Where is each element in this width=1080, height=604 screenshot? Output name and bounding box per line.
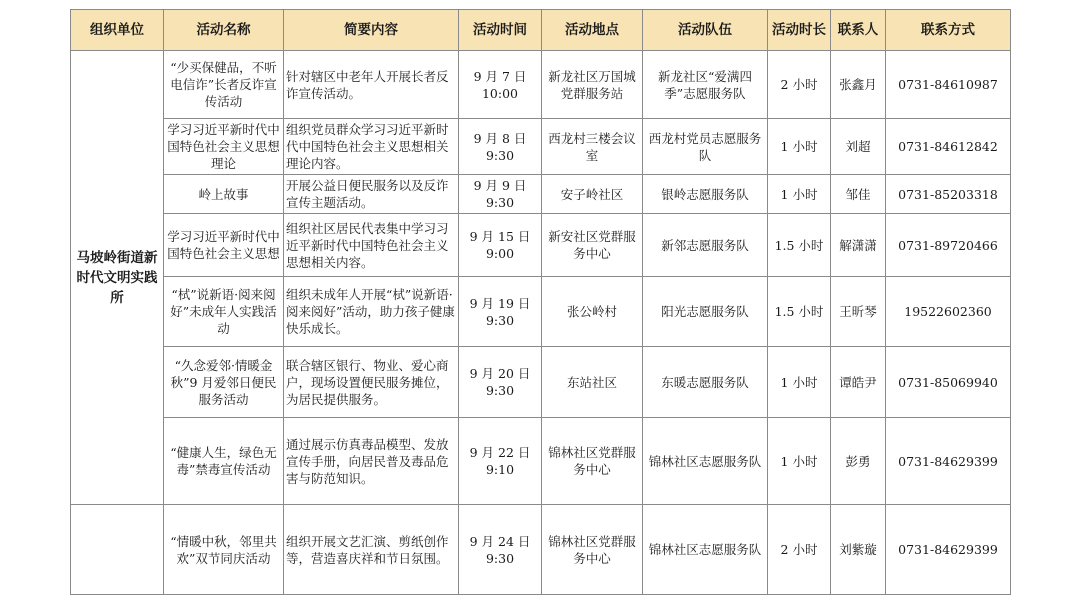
activity-clock: 9:30 xyxy=(485,383,515,398)
activity-duration: 1 小时 xyxy=(768,347,831,418)
table-row xyxy=(71,175,1011,214)
activity-name: “栻”说新语·阅来阅好”未成年人实践活动 xyxy=(164,277,284,347)
activity-team: 西龙村党员志愿服务队 xyxy=(643,119,768,175)
activity-name: 学习习近平新时代中国特色社会主义思想理论 xyxy=(164,119,284,175)
activity-place: 锦林社区党群服务中心 xyxy=(542,418,643,505)
activity-time xyxy=(459,347,542,418)
org-unit: 马坡岭街道新时代文明实践所 xyxy=(71,51,164,505)
activity-contact: 张鑫月 xyxy=(831,51,886,119)
activity-content: 联合辖区银行、物业、爱心商户，现场设置便民服务摊位，为居民提供服务。 xyxy=(284,347,459,418)
activity-phone: 0731-84610987 xyxy=(886,51,1011,119)
activity-content: 开展公益日便民服务以及反诈宣传主题活动。 xyxy=(284,175,459,214)
activity-place: 西龙村三楼会议室 xyxy=(542,119,643,175)
table-row xyxy=(71,119,1011,175)
activity-name: 学习习近平新时代中国特色社会主义思想 xyxy=(164,214,284,277)
activity-date: 9 月 24 日 xyxy=(469,533,531,549)
activity-team: 东暖志愿服务队 xyxy=(643,347,768,418)
table-header-row xyxy=(71,10,1011,51)
activity-clock: 9:30 xyxy=(485,147,515,163)
activity-date: 9 月 22 日 xyxy=(469,445,531,460)
activity-contact: 王昕琴 xyxy=(831,277,886,347)
activity-time xyxy=(459,51,542,119)
activity-duration: 1.5 小时 xyxy=(768,214,831,277)
activity-time xyxy=(459,277,542,347)
activity-duration: 2 小时 xyxy=(768,505,831,595)
activity-contact: 刘紫璇 xyxy=(831,505,886,595)
activity-clock: 9:00 xyxy=(485,246,515,261)
activity-name: “健康人生，绿色无毒”禁毒宣传活动 xyxy=(164,418,284,505)
activity-clock: 9:10 xyxy=(485,462,515,477)
activity-team: 银岭志愿服务队 xyxy=(643,175,768,214)
header-org: 组织单位 xyxy=(71,10,164,51)
activity-phone: 0731-84629399 xyxy=(886,505,1011,595)
activity-place: 新龙社区万国城党群服务站 xyxy=(542,51,643,119)
activity-duration: 1.5 小时 xyxy=(768,277,831,347)
activity-date: 9 月 19 日 xyxy=(469,295,531,311)
activity-team: 新龙社区“爱满四季”志愿服务队 xyxy=(643,51,768,119)
org-unit-continued xyxy=(71,505,164,595)
activity-time xyxy=(459,418,542,505)
activity-place: 东站社区 xyxy=(542,347,643,418)
activity-clock: 9:30 xyxy=(485,312,515,328)
header-phone: 联系方式 xyxy=(886,10,1011,51)
activity-name: “少买保健品，不听电信诈”长者反诈宣传活动 xyxy=(164,51,284,119)
activity-content: 组织开展文艺汇演、剪纸创作等，营造喜庆祥和节日氛围。 xyxy=(284,505,459,595)
activity-name: 岭上故事 xyxy=(164,175,284,214)
activity-place: 张公岭村 xyxy=(542,277,643,347)
activity-duration: 1 小时 xyxy=(768,119,831,175)
activity-duration: 2 小时 xyxy=(768,51,831,119)
activity-contact: 谭皓尹 xyxy=(831,347,886,418)
activity-content: 组织社区居民代表集中学习习近平新时代中国特色社会主义思想相关内容。 xyxy=(284,214,459,277)
activity-content: 针对辖区中老年人开展长者反诈宣传活动。 xyxy=(284,51,459,119)
activity-contact: 刘超 xyxy=(831,119,886,175)
activity-table xyxy=(70,9,1011,595)
table-row xyxy=(71,214,1011,277)
activity-place: 安子岭社区 xyxy=(542,175,643,214)
activity-phone: 0731-85203318 xyxy=(886,175,1011,214)
header-duration: 活动时长 xyxy=(768,10,831,51)
activity-phone: 0731-84629399 xyxy=(886,418,1011,505)
activity-time xyxy=(459,214,542,277)
activity-date: 9 月 7 日 xyxy=(473,68,527,84)
activity-date: 9 月 8 日 xyxy=(473,130,527,146)
activity-duration: 1 小时 xyxy=(768,175,831,214)
activity-place: 锦林社区党群服务中心 xyxy=(542,505,643,595)
activity-team: 新邻志愿服务队 xyxy=(643,214,768,277)
activity-time xyxy=(459,175,542,214)
activity-name: “久念爱邻·情暖金秋”9 月爱邻日便民服务活动 xyxy=(164,347,284,418)
header-team: 活动队伍 xyxy=(643,10,768,51)
table-row xyxy=(71,505,1011,595)
activity-date: 9 月 20 日 xyxy=(469,366,531,381)
activity-content: 组织党员群众学习习近平新时代中国特色社会主义思想相关理论内容。 xyxy=(284,119,459,175)
activity-contact: 彭勇 xyxy=(831,418,886,505)
activity-phone: 0731-85069940 xyxy=(886,347,1011,418)
activity-clock: 9:30 xyxy=(485,195,515,210)
table-row xyxy=(71,418,1011,505)
activity-time xyxy=(459,119,542,175)
activity-team: 阳光志愿服务队 xyxy=(643,277,768,347)
activity-content: 组织未成年人开展“栻”说新语·阅来阅好”活动，助力孩子健康快乐成长。 xyxy=(284,277,459,347)
activity-place: 新安社区党群服务中心 xyxy=(542,214,643,277)
activity-team: 锦林社区志愿服务队 xyxy=(643,418,768,505)
activity-name: “情暖中秋，邻里共欢”双节同庆活动 xyxy=(164,505,284,595)
activity-contact: 解潇潇 xyxy=(831,214,886,277)
activity-clock: 10:00 xyxy=(481,85,519,101)
header-contact: 联系人 xyxy=(831,10,886,51)
activity-duration: 1 小时 xyxy=(768,418,831,505)
activity-time xyxy=(459,505,542,595)
activity-clock: 9:30 xyxy=(485,550,515,566)
activity-date: 9 月 15 日 xyxy=(469,229,531,244)
table-row xyxy=(71,51,1011,119)
header-place: 活动地点 xyxy=(542,10,643,51)
activity-contact: 邹佳 xyxy=(831,175,886,214)
header-name: 活动名称 xyxy=(164,10,284,51)
table-row xyxy=(71,277,1011,347)
activity-phone: 0731-89720466 xyxy=(886,214,1011,277)
header-time: 活动时间 xyxy=(459,10,542,51)
activity-phone: 19522602360 xyxy=(886,277,1011,347)
activity-content: 通过展示仿真毒品模型、发放宣传手册，向居民普及毒品危害与防范知识。 xyxy=(284,418,459,505)
header-content: 简要内容 xyxy=(284,10,459,51)
activity-date: 9 月 9 日 xyxy=(473,178,527,193)
activity-phone: 0731-84612842 xyxy=(886,119,1011,175)
table-row xyxy=(71,347,1011,418)
activity-team: 锦林社区志愿服务队 xyxy=(643,505,768,595)
